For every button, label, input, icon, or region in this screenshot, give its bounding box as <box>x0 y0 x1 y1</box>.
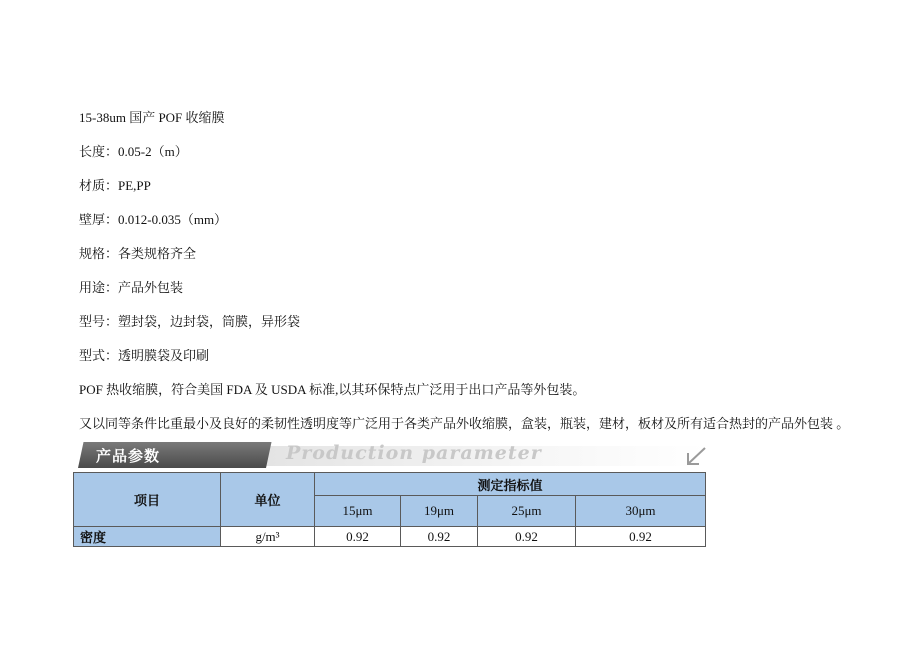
spec-usage: 用途：产品外包装 <box>79 280 184 295</box>
spec-thickness: 壁厚：0.012-0.035（mm） <box>79 212 228 227</box>
description-paragraph-1: POF 热收缩膜，符合美国 FDA 及 USDA 标准,以其环保特点广泛用于出口产品等外包装。 <box>79 382 586 397</box>
description-paragraph-2: 又以同等条件比重最小及良好的柔韧性透明度等广泛用于各类产品外收缩膜，盒装，瓶装，建材，板材及所有适合热封的产品外包装 。 <box>79 416 850 431</box>
spec-size: 规格：各类规格齐全 <box>79 246 197 261</box>
table-row <box>74 527 706 547</box>
row-unit: g/m³ <box>221 527 315 547</box>
spec-type: 型式：透明膜袋及印刷 <box>79 348 210 363</box>
banner-subtitle: Production parameter <box>286 442 542 464</box>
row-value-15: 0.92 <box>315 527 401 547</box>
arrow-down-left-icon <box>684 445 708 467</box>
row-value-25: 0.92 <box>478 527 576 547</box>
parameter-table <box>73 472 706 547</box>
spec-length: 长度：0.05-2（m） <box>79 144 188 159</box>
header-measured-values: 测定指标值 <box>315 473 706 496</box>
banner-title: 产品参数 <box>96 447 161 465</box>
header-item: 项目 <box>74 473 221 527</box>
header-thickness-25: 25μm <box>478 496 576 527</box>
row-item-density: 密度 <box>74 527 221 547</box>
spec-material: 材质：PE,PP <box>79 178 151 193</box>
header-thickness-15: 15μm <box>315 496 401 527</box>
spec-model: 型号：塑封袋，边封袋，筒膜，异形袋 <box>79 314 301 329</box>
row-value-30: 0.92 <box>576 527 706 547</box>
header-thickness-19: 19μm <box>401 496 478 527</box>
section-banner <box>78 442 708 468</box>
header-unit: 单位 <box>221 473 315 527</box>
row-value-19: 0.92 <box>401 527 478 547</box>
product-title: 15-38um 国产 POF 收缩膜 <box>79 110 225 125</box>
header-thickness-30: 30μm <box>576 496 706 527</box>
